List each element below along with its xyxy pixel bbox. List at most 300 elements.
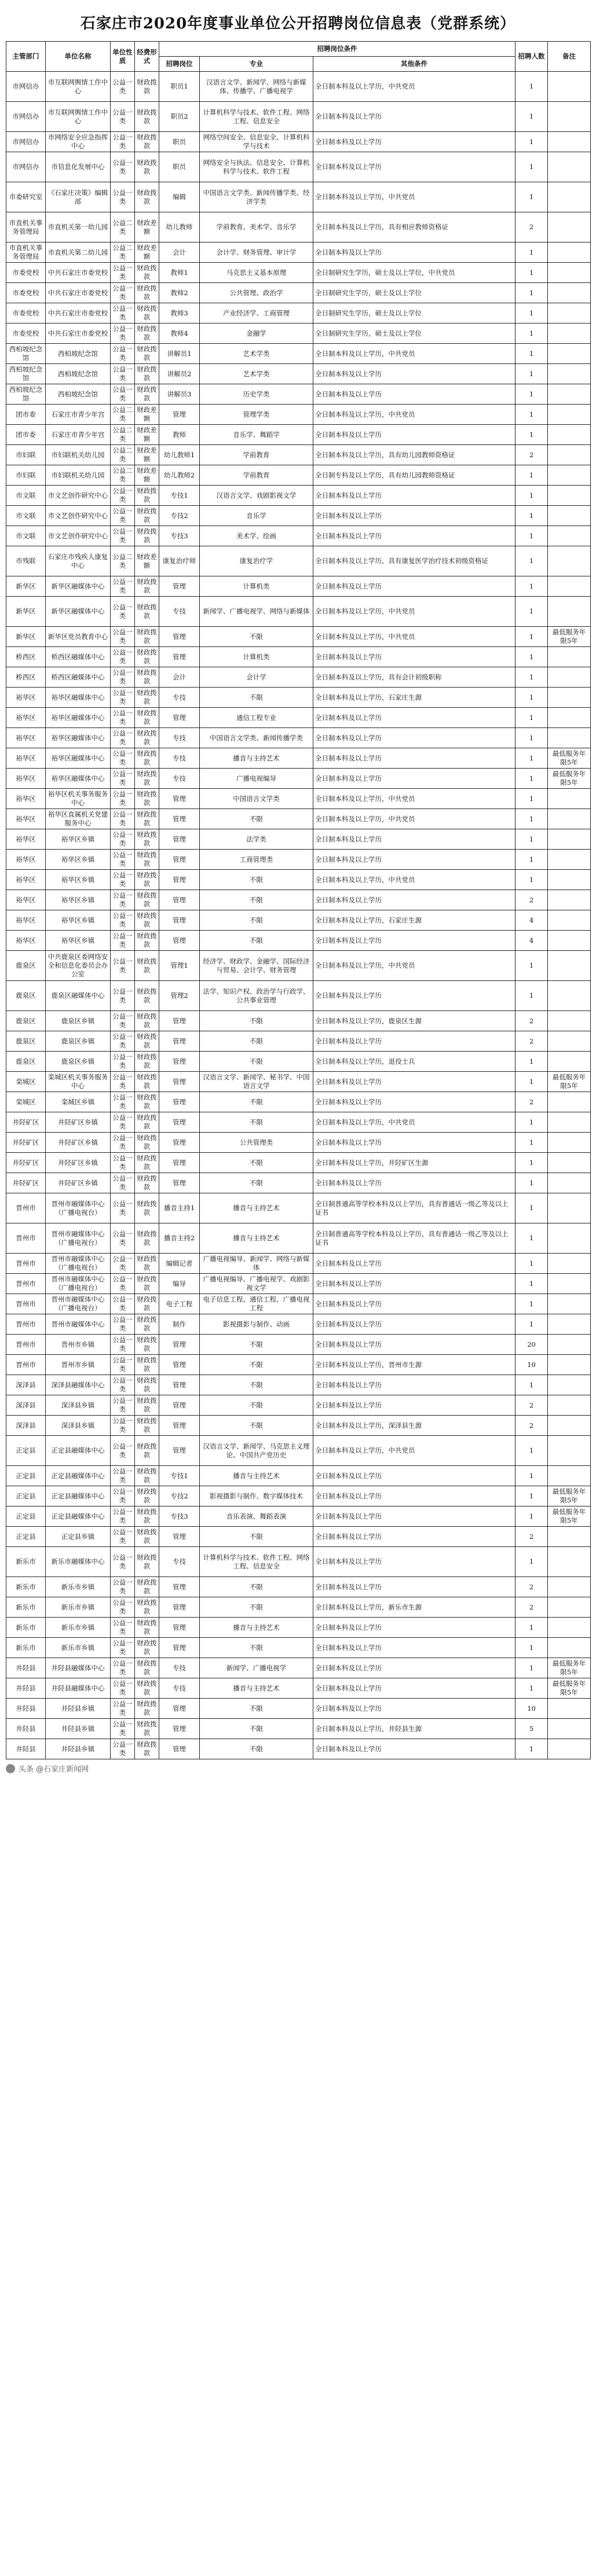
cell-funding: 财政拨款: [135, 1739, 159, 1759]
cell-remark: [548, 1375, 591, 1395]
cell-unit: 井陉矿区乡镇: [46, 1133, 111, 1153]
cell-other: 全日制本科及以上学历: [313, 1173, 515, 1193]
cell-funding: 财政拨款: [135, 526, 159, 546]
cell-dept: 鹿泉区: [6, 1031, 46, 1052]
cell-unit: 晋州市乡镇: [46, 1335, 111, 1355]
cell-remark: [548, 850, 591, 870]
cell-major: 播音与主持艺术: [200, 1678, 313, 1699]
cell-dept: 市网信办: [6, 152, 46, 182]
cell-dept: 裕华区: [6, 769, 46, 789]
cell-funding: 财政拨款: [135, 850, 159, 870]
page: [6, 0, 590, 1780]
cell-other: 全日制普通高等学校本科及以上学历，具有普通话一级乙等及以上证书: [313, 1223, 515, 1254]
cell-major: 中国语言文学类、新闻传播学类、经济学类: [200, 182, 313, 212]
cell-other: 全日制本科及以上学历，新乐市生源: [313, 1597, 515, 1618]
cell-other: 全日制本科及以上学历: [313, 1375, 515, 1395]
cell-dept: 裕华区: [6, 789, 46, 809]
cell-remark: [548, 152, 591, 182]
cell-unit: 裕华区乡镇: [46, 910, 111, 931]
cell-unit: 鹿泉区融媒体中心: [46, 981, 111, 1011]
cell-dept: 井陉县: [6, 1658, 46, 1678]
cell-count: 1: [515, 1486, 548, 1506]
cell-unit-type: 公益一类: [111, 1618, 135, 1638]
cell-position: 专技: [159, 748, 200, 769]
cell-count: 1: [515, 627, 548, 647]
cell-count: 2: [515, 1031, 548, 1052]
cell-major: 历史学类: [200, 384, 313, 405]
cell-count: 1: [515, 1254, 548, 1274]
cell-dept: 新乐市: [6, 1547, 46, 1577]
cell-position: 播音主持1: [159, 1193, 200, 1223]
cell-funding: 财政差额: [135, 465, 159, 486]
cell-count: 1: [515, 324, 548, 344]
cell-dept: 西柏坡纪念馆: [6, 384, 46, 405]
cell-major: 不限: [200, 627, 313, 647]
cell-position: 管理: [159, 870, 200, 890]
cell-count: 1: [515, 1678, 548, 1699]
cell-dept: 晋州市: [6, 1254, 46, 1274]
cell-other: 全日制本科及以上学历: [313, 132, 515, 152]
table-row: [6, 486, 591, 506]
cell-major: 不限: [200, 1052, 313, 1072]
table-row: [6, 132, 591, 152]
cell-unit-type: 公益一类: [111, 1092, 135, 1112]
cell-major: 计算机类: [200, 647, 313, 667]
table-row: [6, 1274, 591, 1294]
cell-count: 1: [515, 242, 548, 263]
cell-unit: 晋州市融媒体中心（广播电视台）: [46, 1223, 111, 1254]
table-row: [6, 182, 591, 212]
cell-major: 金融学: [200, 324, 313, 344]
table-row: [6, 1335, 591, 1355]
cell-unit-type: 公益一类: [111, 1011, 135, 1031]
cell-unit-type: 公益一类: [111, 1274, 135, 1294]
cell-position: 专技: [159, 728, 200, 748]
position-table: [6, 41, 591, 1759]
cell-position: 管理: [159, 1739, 200, 1759]
cell-unit: 裕华区乡镇: [46, 931, 111, 951]
cell-unit-type: 公益一类: [111, 1719, 135, 1739]
cell-funding: 财政拨款: [135, 870, 159, 890]
cell-unit: 井陉县乡镇: [46, 1699, 111, 1719]
table-row: [6, 667, 591, 688]
cell-position: 会计: [159, 667, 200, 688]
cell-count: 1: [515, 1173, 548, 1193]
cell-major: 影视摄影与制作、数字媒体技术: [200, 1486, 313, 1506]
cell-count: 1: [515, 465, 548, 486]
cell-position: 幼儿教师: [159, 212, 200, 242]
cell-count: 2: [515, 890, 548, 910]
cell-position: 幼儿教师1: [159, 445, 200, 465]
cell-count: 1: [515, 1739, 548, 1759]
cell-unit-type: 公益一类: [111, 748, 135, 769]
cell-major: 不限: [200, 1112, 313, 1133]
cell-dept: 新乐市: [6, 1597, 46, 1618]
cell-unit-type: 公益一类: [111, 728, 135, 748]
cell-unit-type: 公益二类: [111, 242, 135, 263]
cell-remark: 最低服务年限5年: [548, 1486, 591, 1506]
cell-other: 全日制本科及以上学历: [313, 1092, 515, 1112]
table-row: [6, 688, 591, 708]
header-other: 其他条件: [313, 57, 515, 72]
cell-remark: [548, 303, 591, 324]
cell-position: 管理: [159, 1436, 200, 1466]
cell-funding: 财政拨款: [135, 263, 159, 283]
cell-position: 管理: [159, 1395, 200, 1416]
cell-funding: 财政拨款: [135, 1274, 159, 1294]
cell-dept: 正定县: [6, 1466, 46, 1486]
cell-funding: 财政拨款: [135, 1335, 159, 1355]
cell-major: 不限: [200, 1335, 313, 1355]
cell-major: 不限: [200, 1597, 313, 1618]
header-major: 专业: [200, 57, 313, 72]
cell-position: 管理: [159, 890, 200, 910]
cell-major: 学前教育: [200, 465, 313, 486]
cell-unit: 井陉县乡镇: [46, 1739, 111, 1759]
cell-remark: [548, 182, 591, 212]
cell-unit: 正定县融媒体中心: [46, 1506, 111, 1527]
table-row: [6, 526, 591, 546]
cell-unit-type: 公益二类: [111, 465, 135, 486]
cell-unit: 晋州市融媒体中心（广播电视台）: [46, 1294, 111, 1314]
cell-funding: 财政拨款: [135, 303, 159, 324]
cell-unit-type: 公益一类: [111, 890, 135, 910]
cell-count: 1: [515, 182, 548, 212]
cell-count: 1: [515, 667, 548, 688]
cell-position: 管理: [159, 829, 200, 850]
cell-other: 全日制本科及以上学历，中共党员: [313, 627, 515, 647]
cell-remark: [548, 1699, 591, 1719]
cell-position: 管理: [159, 1618, 200, 1638]
cell-unit: 深泽县乡镇: [46, 1416, 111, 1436]
cell-funding: 财政拨款: [135, 1506, 159, 1527]
cell-count: 1: [515, 152, 548, 182]
cell-funding: 财政拨款: [135, 1375, 159, 1395]
cell-unit-type: 公益一类: [111, 870, 135, 890]
table-row: [6, 445, 591, 465]
cell-unit-type: 公益二类: [111, 212, 135, 242]
table-row: [6, 1577, 591, 1597]
header-position: 招聘岗位: [159, 57, 200, 72]
cell-remark: [548, 1274, 591, 1294]
cell-funding: 财政差额: [135, 212, 159, 242]
cell-dept: 裕华区: [6, 829, 46, 850]
cell-other: 全日制本科及以上学历: [313, 829, 515, 850]
table-row: [6, 1638, 591, 1658]
table-row: [6, 1092, 591, 1112]
cell-major: 艺术学类: [200, 344, 313, 364]
cell-other: 全日制本科及以上学历: [313, 1486, 515, 1506]
cell-funding: 财政拨款: [135, 748, 159, 769]
cell-dept: 市妇联: [6, 465, 46, 486]
cell-unit: 井陉县融媒体中心: [46, 1658, 111, 1678]
cell-remark: [548, 708, 591, 728]
cell-major: 不限: [200, 809, 313, 829]
cell-unit: 新乐市融媒体中心: [46, 1547, 111, 1577]
cell-unit: 新华区党员教育中心: [46, 627, 111, 647]
cell-other: 全日制研究生学历，硕士及以上学位: [313, 324, 515, 344]
cell-count: 2: [515, 1092, 548, 1112]
cell-dept: 市委党校: [6, 303, 46, 324]
cell-remark: [548, 506, 591, 526]
cell-remark: [548, 951, 591, 981]
cell-remark: [548, 1314, 591, 1335]
cell-remark: [548, 1739, 591, 1759]
cell-dept: 晋州市: [6, 1223, 46, 1254]
cell-major: 计算机类: [200, 576, 313, 597]
cell-count: 1: [515, 72, 548, 102]
cell-unit-type: 公益一类: [111, 1375, 135, 1395]
cell-count: 1: [515, 1314, 548, 1335]
cell-funding: 财政拨款: [135, 1395, 159, 1416]
cell-major: 不限: [200, 1577, 313, 1597]
cell-remark: [548, 870, 591, 890]
cell-other: 全日制本科及以上学历，石家庄生源: [313, 688, 515, 708]
cell-remark: [548, 1638, 591, 1658]
cell-unit-type: 公益一类: [111, 486, 135, 506]
cell-position: 管理: [159, 809, 200, 829]
cell-position: 编辑记者: [159, 1254, 200, 1274]
cell-major: 音乐表演、舞蹈表演: [200, 1506, 313, 1527]
cell-other: 全日制本科及以上学历: [313, 102, 515, 132]
cell-major: 不限: [200, 870, 313, 890]
cell-remark: [548, 1294, 591, 1314]
cell-dept: 市委党校: [6, 324, 46, 344]
cell-position: 管理: [159, 1153, 200, 1173]
cell-unit-type: 公益一类: [111, 1658, 135, 1678]
cell-position: 会计: [159, 242, 200, 263]
cell-other: 全日制专科及以上学历，具有幼儿园教师资格证: [313, 465, 515, 486]
cell-unit-type: 公益一类: [111, 1395, 135, 1416]
cell-dept: 鹿泉区: [6, 1011, 46, 1031]
cell-count: 1: [515, 425, 548, 445]
cell-count: 1: [515, 688, 548, 708]
table-row: [6, 364, 591, 384]
table-row: [6, 708, 591, 728]
cell-position: 职员1: [159, 72, 200, 102]
table-row: [6, 303, 591, 324]
cell-remark: [548, 102, 591, 132]
cell-funding: 财政拨款: [135, 102, 159, 132]
cell-unit: 新乐市乡镇: [46, 1638, 111, 1658]
cell-position: 教师2: [159, 283, 200, 303]
cell-count: 1: [515, 981, 548, 1011]
cell-major: 通信工程专业: [200, 708, 313, 728]
cell-position: 职员2: [159, 102, 200, 132]
cell-dept: 桥西区: [6, 667, 46, 688]
cell-funding: 财政拨款: [135, 708, 159, 728]
cell-position: 管理: [159, 1173, 200, 1193]
cell-funding: 财政拨款: [135, 789, 159, 809]
cell-count: 1: [515, 728, 548, 748]
table-row: [6, 1658, 591, 1678]
cell-major: 公共管理类: [200, 1133, 313, 1153]
cell-dept: 裕华区: [6, 728, 46, 748]
cell-count: 4: [515, 931, 548, 951]
cell-position: 管理2: [159, 981, 200, 1011]
table-row: [6, 152, 591, 182]
table-row: [6, 748, 591, 769]
cell-other: 全日制本科及以上学历: [313, 364, 515, 384]
cell-other: 全日制本科及以上学历，中共党员: [313, 1436, 515, 1466]
cell-funding: 财政拨款: [135, 486, 159, 506]
cell-position: 专技: [159, 769, 200, 789]
cell-dept: 团市委: [6, 405, 46, 425]
cell-funding: 财政差额: [135, 445, 159, 465]
cell-funding: 财政拨款: [135, 506, 159, 526]
cell-unit-type: 公益一类: [111, 1314, 135, 1335]
table-row: [6, 1314, 591, 1335]
cell-funding: 财政拨款: [135, 384, 159, 405]
watermark-logo-icon: [6, 1764, 15, 1773]
cell-position: 教师4: [159, 324, 200, 344]
cell-unit-type: 公益一类: [111, 1193, 135, 1223]
cell-dept: 团市委: [6, 425, 46, 445]
cell-position: 专技3: [159, 526, 200, 546]
table-body: [6, 72, 591, 1759]
cell-unit: 石家庄市青少年宫: [46, 425, 111, 445]
cell-count: 2: [515, 1577, 548, 1597]
cell-other: 全日制本科及以上学历，中共党员: [313, 597, 515, 627]
cell-unit: 裕华区直属机关党建服务中心: [46, 809, 111, 829]
cell-position: 管理: [159, 1597, 200, 1618]
cell-funding: 财政拨款: [135, 1547, 159, 1577]
cell-remark: 最低服务年限5年: [548, 1072, 591, 1092]
cell-major: 音乐学: [200, 506, 313, 526]
cell-dept: 桥西区: [6, 647, 46, 667]
cell-major: 影视摄影与制作、动画: [200, 1314, 313, 1335]
cell-funding: 财政拨款: [135, 667, 159, 688]
cell-unit-type: 公益一类: [111, 1466, 135, 1486]
cell-dept: 深泽县: [6, 1375, 46, 1395]
cell-other: 全日制本科及以上学历，晋州市生源: [313, 1355, 515, 1375]
cell-major: 计算机科学与技术、软件工程、网络工程、信息安全: [200, 102, 313, 132]
cell-position: 管理: [159, 931, 200, 951]
cell-count: 1: [515, 1052, 548, 1072]
cell-unit-type: 公益一类: [111, 1254, 135, 1274]
table-row: [6, 72, 591, 102]
cell-position: 职员: [159, 152, 200, 182]
table-row: [6, 1355, 591, 1375]
cell-other: 全日制本科及以上学历，中共党员: [313, 182, 515, 212]
table-row: [6, 1466, 591, 1486]
cell-major: 不限: [200, 1699, 313, 1719]
cell-funding: 财政拨款: [135, 728, 159, 748]
table-row: [6, 1395, 591, 1416]
cell-other: 全日制本科及以上学历，中共党员: [313, 72, 515, 102]
cell-count: 1: [515, 1436, 548, 1466]
cell-unit-type: 公益一类: [111, 850, 135, 870]
cell-remark: [548, 667, 591, 688]
cell-remark: [548, 445, 591, 465]
cell-other: 全日制本科及以上学历: [313, 1294, 515, 1314]
cell-dept: 市委研究室: [6, 182, 46, 212]
cell-unit: 鹿泉区乡镇: [46, 1031, 111, 1052]
cell-dept: 正定县: [6, 1486, 46, 1506]
cell-unit-type: 公益一类: [111, 152, 135, 182]
cell-unit: 裕华区机关事务服务中心: [46, 789, 111, 809]
cell-position: 管理: [159, 1052, 200, 1072]
cell-unit-type: 公益一类: [111, 1355, 135, 1375]
cell-major: 法学类: [200, 829, 313, 850]
cell-count: 4: [515, 910, 548, 931]
cell-funding: 财政拨款: [135, 364, 159, 384]
cell-major: 不限: [200, 688, 313, 708]
cell-unit-type: 公益一类: [111, 688, 135, 708]
cell-dept: 鹿泉区: [6, 951, 46, 981]
cell-unit: 中共石家庄市委党校: [46, 263, 111, 283]
cell-other: 全日制本科及以上学历: [313, 647, 515, 667]
cell-count: 1: [515, 1223, 548, 1254]
cell-major: 播音与主持艺术: [200, 748, 313, 769]
cell-remark: [548, 1052, 591, 1072]
cell-other: 全日制本科及以上学历: [313, 1133, 515, 1153]
cell-dept: 井陉矿区: [6, 1112, 46, 1133]
cell-unit: 中共鹿泉区委网络安全和信息化委员会办公室: [46, 951, 111, 981]
cell-unit: 新乐市乡镇: [46, 1618, 111, 1638]
cell-unit-type: 公益一类: [111, 981, 135, 1011]
cell-other: 全日制本科及以上学历，中共党员: [313, 789, 515, 809]
cell-position: 编辑: [159, 182, 200, 212]
cell-unit: 晋州市融媒体中心（广播电视台）: [46, 1254, 111, 1274]
cell-position: 管理: [159, 1072, 200, 1092]
cell-other: 全日制本科及以上学历: [313, 486, 515, 506]
cell-remark: [548, 1466, 591, 1486]
cell-remark: [548, 1254, 591, 1274]
cell-funding: 财政拨款: [135, 1527, 159, 1547]
cell-unit-type: 公益一类: [111, 1638, 135, 1658]
cell-major: 音乐学、舞蹈学: [200, 425, 313, 445]
cell-major: 不限: [200, 1739, 313, 1759]
cell-other: 全日制本科及以上学历，井陉矿区生源: [313, 1153, 515, 1173]
cell-unit: 桥西区融媒体中心: [46, 667, 111, 688]
cell-remark: [548, 344, 591, 364]
cell-count: 1: [515, 1466, 548, 1486]
cell-dept: 市文联: [6, 526, 46, 546]
cell-funding: 财政拨款: [135, 829, 159, 850]
table-row: [6, 242, 591, 263]
cell-dept: 深泽县: [6, 1395, 46, 1416]
header-funding: 经费形式: [135, 42, 159, 72]
cell-funding: 财政拨款: [135, 576, 159, 597]
cell-unit: 正定县融媒体中心: [46, 1466, 111, 1486]
cell-remark: [548, 384, 591, 405]
cell-unit: 西柏坡纪念馆: [46, 344, 111, 364]
cell-funding: 财政拨款: [135, 769, 159, 789]
cell-unit: 市互联网舆情工作中心: [46, 72, 111, 102]
header-position-group: 招聘岗位条件: [159, 42, 515, 57]
cell-funding: 财政拨款: [135, 152, 159, 182]
cell-remark: [548, 829, 591, 850]
cell-major: 马克思主义基本原理: [200, 263, 313, 283]
table-row: [6, 212, 591, 242]
cell-unit: 裕华区融媒体中心: [46, 769, 111, 789]
cell-position: 管理: [159, 1638, 200, 1658]
cell-other: 全日制本科及以上学历: [313, 1547, 515, 1577]
cell-dept: 鹿泉区: [6, 981, 46, 1011]
cell-major: 不限: [200, 1031, 313, 1052]
cell-major: 不限: [200, 1355, 313, 1375]
cell-unit: 裕华区融媒体中心: [46, 728, 111, 748]
cell-dept: 市妇联: [6, 445, 46, 465]
cell-funding: 财政差额: [135, 242, 159, 263]
cell-position: 管理: [159, 1031, 200, 1052]
cell-remark: [548, 1031, 591, 1052]
cell-dept: 市网信办: [6, 132, 46, 152]
table-row: [6, 1618, 591, 1638]
table-row: [6, 506, 591, 526]
cell-funding: 财政差额: [135, 405, 159, 425]
